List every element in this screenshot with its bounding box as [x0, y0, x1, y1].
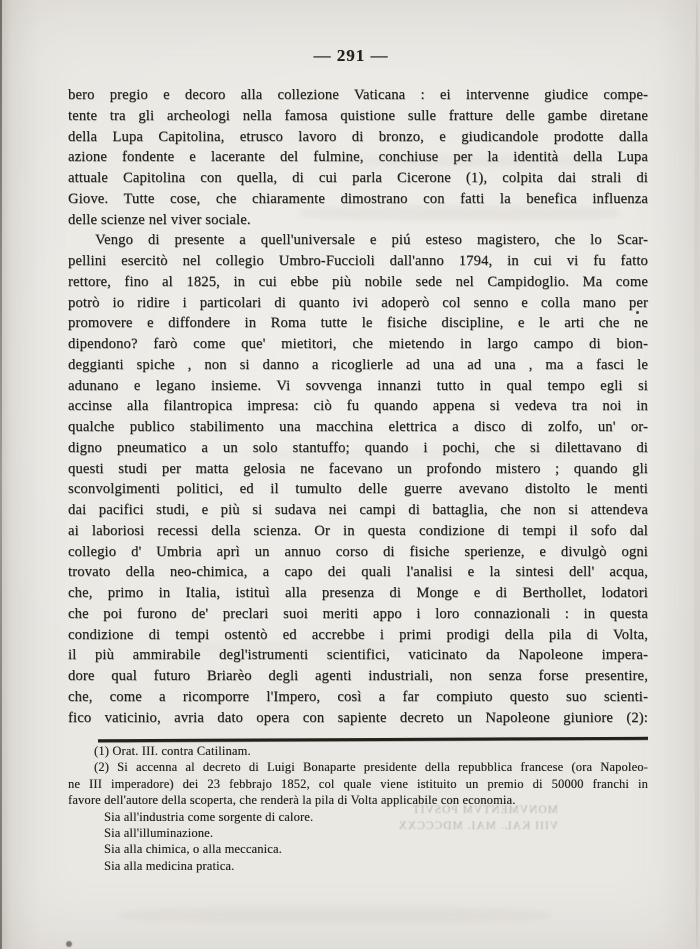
- text-line: dore qual futuro Briarèo degli agenti industriali, non senza forse presentire,: [68, 668, 648, 684]
- footnote-line: Sia all'illuminazione.: [104, 826, 214, 841]
- text-line: tente tra gli archeologi nella famosa quistione sulle fratture delle gambe diretane: [68, 107, 648, 124]
- text-line: attuale Capitolina con quella, di cui parla Cicerone (1), colpita dai strali di: [68, 170, 648, 186]
- text-line: accinse alla filantropica impresa: ciò fu quando appena si vedeva tra noi in: [68, 398, 648, 415]
- bleedthrough-smudge: [180, 641, 480, 654]
- bleedthrough-line: VIII KAL. MAI. MDCCCXX: [397, 820, 558, 832]
- text-line: dai pacifici studi, e più si sudava nei campi di battaglia, che non si attendeva: [68, 502, 648, 518]
- footnote-line: ne III imperadore) dei 23 febbrajo 1852, col quale viene istituito un premio di 50000 franchi in: [68, 776, 648, 791]
- page-left-edge-shadow: [0, 0, 2, 949]
- ink-spot: [636, 311, 639, 314]
- footnote-divider: [98, 737, 648, 742]
- text-line: pellini esercitò nel collegio Umbro-Fuccioli dall'anno 1794, in cui vi fu fatto: [68, 253, 648, 269]
- body-text: [68, 85, 648, 728]
- footnote-line: Sia alla medicina pratica.: [104, 858, 235, 873]
- text-line: trovato della neo-chimica, a capo dei quali l'analisi e la sintesi dell' acqua,: [68, 564, 648, 581]
- text-line: condizione di tempi ostentò ed accrebbe i primi prodigi della pila di Volta,: [68, 626, 648, 643]
- footnote-line: (2) Si accenna al decreto di Luigi Bonaparte presidente della repubblica francese (ora Napoleo-: [94, 760, 648, 775]
- text-line: Giove. Tutte cose, che chiaramente dimostrano con fatti la benefica influenza: [68, 190, 648, 207]
- text-line: sconvolgimenti politici, ed il tumulto delle guerre avevano distolto le menti: [68, 481, 648, 498]
- text-line: che, come a ricomporre l'Impero, così a far compiuto questo suo scienti-: [68, 688, 648, 705]
- footnote-line: favore dell'autore della scoperta, che renderà la pila di Volta applicabile con economia.: [68, 793, 516, 808]
- footnote-line: (1) Orat. III. contra Catilinam.: [94, 744, 251, 758]
- page-number: — 291 —: [313, 46, 389, 65]
- text-line: digno pneumatico a un solo stantuffo; quando i pochi, che si dilettavano di: [68, 439, 648, 456]
- footnote-line: Sia alla chimica, o alla meccanica.: [104, 842, 282, 857]
- ink-spot: [66, 941, 72, 947]
- text-line: promovere e diffondere in Roma tutte le fisiche discipline, e le arti che ne: [68, 315, 648, 332]
- text-line: rettore, fino al 1825, in cui ebbe più nobile sede nel Campidoglio. Ma come: [68, 273, 648, 290]
- text-line: potrò io ridire i particolari di quanto ivi adoperò col senno e colla mano per: [68, 294, 648, 311]
- bleedthrough-line: MONVMENTVM POSVIT: [411, 804, 558, 816]
- bleedthrough-smudge: [340, 155, 600, 167]
- bleedthrough-smudge: [300, 206, 620, 220]
- text-line: qualche publico stabilimento una macchina elettrica a disco di zolfo, un' or-: [68, 419, 648, 435]
- text-line: della Lupa Capitolina, etrusco lavoro di bronzo, e giudicandole prodotte dalla: [68, 128, 648, 145]
- text-line: questi studi per matta gelosia ne facevano un profondo mistero ; quando gli: [68, 460, 648, 477]
- bleedthrough-smudge: [120, 907, 550, 923]
- text-line: fico vaticinio, avria dato opera con sapiente decreto un Napoleone giuniore (2):: [68, 709, 648, 726]
- text-line: deggianti spiche , non si danno a ricoglierle ad una ad una , ma a fasci le: [68, 356, 648, 373]
- text-line: adunano e legano insieme. Vi sovvenga innanzi tutto in qual tempo egli si: [68, 377, 648, 394]
- text-line: collegio d' Umbria aprì un annuo corso di fisiche sperienze, e divulgò ogni: [68, 543, 648, 560]
- footnotes: [68, 743, 648, 874]
- page-right-edge-shadow: [694, 0, 700, 949]
- text-line: il più ammirabile degl'istrumenti scientifici, vaticinato da Napoleone impera-: [68, 647, 648, 664]
- text-line: dipendono? farò come que' mietitori, che mietendo in largo campo di bion-: [68, 336, 648, 352]
- text-line: che, primo in Italia, istituì alla presenza di Monge e di Berthollet, lodatori: [68, 585, 648, 601]
- footnote-line: Sia all'industria come sorgente di calore.: [104, 809, 314, 824]
- text-line: ai laboriosi recessi della scienza. Or in questa condizione di tempi il sofo dal: [68, 522, 648, 539]
- text-line: Vengo di presente a quell'universale e piú esteso magistero, che lo Scar-: [95, 232, 648, 249]
- bleedthrough-text: [388, 802, 558, 834]
- text-line: che poi furono de' preclari suoi meriti appo i loro connazionali : in questa: [68, 605, 648, 622]
- text-line: delle scienze nel viver sociale.: [68, 211, 251, 228]
- bleedthrough-smudge: [240, 448, 570, 461]
- text-line: bero pregio e decoro alla collezione Vaticana : ei intervenne giudice compe-: [68, 87, 648, 103]
- text-line: azione fondente e lacerante del fulmine, conchiuse per la identità della Lupa: [68, 149, 648, 166]
